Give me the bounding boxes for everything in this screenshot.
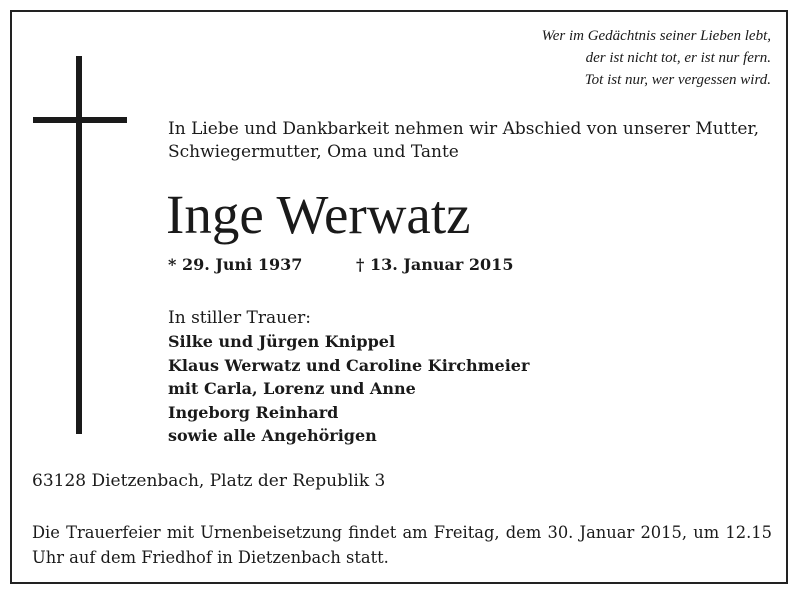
intro-text [168,118,759,164]
death-date: † 13. Januar 2015 [356,255,514,274]
quote-line: Wer im Gedächtnis seiner Lieben lebt, [541,28,771,44]
mourners-list [168,330,529,448]
quote-line: der ist nicht tot, er ist nur fern. [585,50,771,66]
intro-line: In Liebe und Dankbarkeit nehmen wir Abschied von unserer Mutter, [168,119,760,139]
mourner-name: Klaus Werwatz und Caroline Kirchmeier [168,355,530,375]
intro-line: Schwiegermutter, Oma und Tante [168,142,459,162]
funeral-notice: Die Trauerfeier mit Urnenbeisetzung findet am Freitag, dem 30. Januar 2015, um 12.15 Uhr auf dem Friedhof in Dietzenbach statt. [32,523,772,567]
quote-line: Tot ist nur, wer vergessen wird. [584,72,771,88]
birth-date: * 29. Juni 1937 [168,255,303,274]
mourner-name: mit Carla, Lorenz und Anne [168,379,416,398]
cross-vertical-bar [76,56,82,434]
cross-horizontal-bar [33,117,127,123]
mourning-label: In stiller Trauer: [168,308,311,328]
memorial-quote [441,25,771,91]
deceased-name: Inge Werwatz [166,184,471,245]
mourner-name: sowie alle Angehörigen [168,426,377,445]
life-dates [168,254,514,276]
family-address: 63128 Dietzenbach, Platz der Republik 3 [32,471,386,491]
mourner-name: Ingeborg Reinhard [168,402,339,422]
mourner-name: Silke und Jürgen Knippel [168,332,396,351]
notice-border [10,10,788,584]
